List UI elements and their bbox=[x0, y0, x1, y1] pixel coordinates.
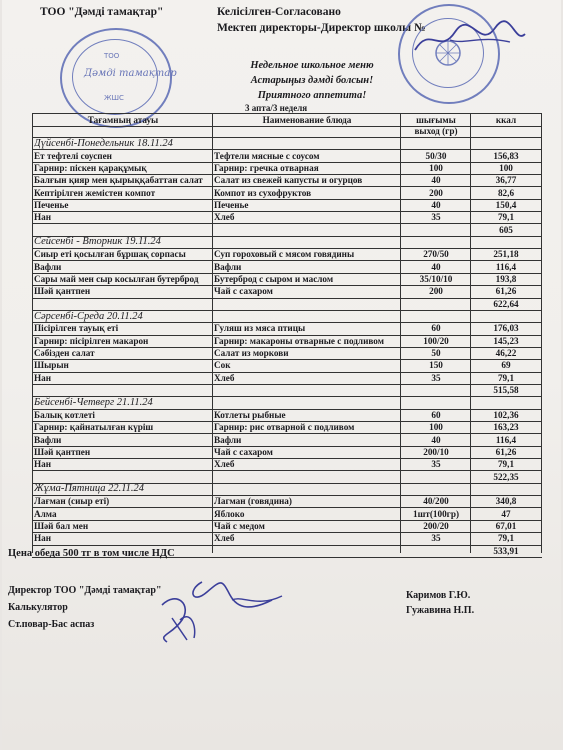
dish-yield: 1шт(100гр) bbox=[412, 508, 460, 519]
dish-name-ru: Котлеты рыбные bbox=[214, 409, 286, 420]
dish-name-kz: Шәй қантпен bbox=[34, 286, 91, 297]
table-row bbox=[32, 186, 542, 199]
col-kcal-header: ккал bbox=[495, 115, 517, 125]
day-label: Бейсенбі-Четверг 21.11.24 bbox=[34, 397, 153, 409]
col-kz-name-header: Тағамның атауы bbox=[87, 115, 159, 125]
total-row bbox=[32, 298, 542, 311]
handwritten-signatures-icon bbox=[142, 570, 292, 650]
dish-kcal: 79,1 bbox=[497, 459, 515, 470]
table-row bbox=[32, 372, 542, 385]
signature-role-calculator: Калькулятор bbox=[8, 602, 68, 613]
dish-yield: 50/30 bbox=[425, 150, 447, 161]
menu-title-1: Недельное школьное меню bbox=[250, 60, 374, 71]
dish-kcal: 67,01 bbox=[495, 521, 517, 532]
dish-yield: 60 bbox=[431, 323, 441, 334]
director-signature-icon bbox=[410, 20, 530, 60]
total-row bbox=[32, 384, 542, 397]
dish-name-ru: Вафли bbox=[214, 261, 242, 272]
table-row bbox=[32, 520, 542, 533]
dish-yield: 60 bbox=[431, 409, 441, 420]
table-row bbox=[32, 322, 542, 335]
dish-name-kz: Сиыр еті қосылған бұршақ сорпасы bbox=[34, 249, 186, 260]
col-yield-header: шығымы bbox=[416, 115, 456, 125]
day-label: Дүйсенбі-Понедельник 18.11.24 bbox=[34, 137, 173, 149]
day-label: Сейсенбі - Вторник 19.11.24 bbox=[34, 236, 161, 248]
dish-kcal: 145,23 bbox=[493, 335, 519, 346]
dish-kcal: 36,77 bbox=[495, 175, 517, 186]
dish-yield: 40 bbox=[431, 199, 441, 210]
stamp-bottom-text: ЖШС bbox=[104, 94, 124, 102]
dish-name-kz: Вафли bbox=[34, 261, 62, 272]
table-row bbox=[32, 433, 542, 446]
dish-name-ru: Гарнир: рис отварной с подливом bbox=[214, 422, 355, 433]
dish-name-kz: Гарнир: пісірілген макарон bbox=[34, 335, 149, 346]
dish-name-ru: Лагман (говядина) bbox=[214, 496, 292, 507]
dish-yield: 35/10/10 bbox=[419, 274, 453, 285]
stamp-small-text: ТОО bbox=[104, 52, 120, 60]
dish-yield: 100 bbox=[429, 422, 443, 433]
dish-name-ru: Хлеб bbox=[214, 212, 235, 223]
dish-kcal: 156,83 bbox=[493, 150, 519, 161]
week-label: 3 апта/3 неделя bbox=[245, 103, 308, 113]
day-total-kcal: 522,35 bbox=[493, 471, 519, 482]
dish-name-kz: Вафли bbox=[34, 434, 62, 445]
table-row bbox=[32, 285, 542, 298]
dish-name-kz: Балық котлеті bbox=[34, 409, 95, 420]
dish-name-kz: Сары май мен сыр косылған бутерброд bbox=[34, 274, 199, 285]
dish-name-kz: Сәбізден салат bbox=[34, 348, 95, 359]
dish-kcal: 79,1 bbox=[497, 372, 515, 383]
dish-yield: 200 bbox=[429, 187, 443, 198]
col-ru-name-header: Наименование блюда bbox=[262, 115, 352, 125]
dish-name-ru: Гуляш из мяса птицы bbox=[214, 323, 306, 334]
dish-yield: 35 bbox=[431, 533, 441, 544]
menu-title-3: Приятного аппетита! bbox=[257, 90, 367, 101]
dish-kcal: 46,22 bbox=[495, 348, 517, 359]
dish-name-kz: Гарнир: піскен қарақұмық bbox=[34, 162, 147, 173]
table-row bbox=[32, 335, 542, 348]
dish-name-kz: Ет тефтелі соуспен bbox=[34, 150, 112, 161]
dish-kcal: 79,1 bbox=[497, 212, 515, 223]
dish-name-kz: Печенье bbox=[34, 199, 69, 210]
day-row bbox=[32, 236, 542, 249]
dish-name-ru: Бутерброд с сыром и маслом bbox=[214, 274, 334, 285]
dish-kcal: 82,6 bbox=[497, 187, 515, 198]
dish-yield: 200/20 bbox=[423, 521, 449, 532]
dish-kcal: 340,8 bbox=[495, 496, 517, 507]
dish-yield: 40 bbox=[431, 175, 441, 186]
table-row bbox=[32, 261, 542, 274]
day-total-kcal: 515,58 bbox=[493, 385, 519, 396]
table-row bbox=[32, 458, 542, 471]
signature-role-chef: Ст.повар-Бас аспаз bbox=[8, 619, 95, 630]
dish-name-kz: Гарнир: қайнатылған күріш bbox=[34, 422, 154, 433]
dish-name-ru: Чай с медом bbox=[214, 521, 265, 532]
agreed-label: Келісілген-Согласовано bbox=[217, 6, 341, 18]
dish-name-kz: Нан bbox=[34, 212, 52, 223]
dish-name-ru: Печенье bbox=[214, 199, 249, 210]
dish-kcal: 116,4 bbox=[495, 434, 517, 445]
day-total-kcal: 622,64 bbox=[493, 298, 519, 309]
dish-name-kz: Шәй бал мен bbox=[34, 521, 89, 532]
menu-title-2: Астарыңыз дәмді болсын! bbox=[250, 75, 374, 86]
dish-name-kz: Кептірілген жемістен компот bbox=[34, 187, 156, 198]
organization-name: ТОО "Дәмді тамақтар" bbox=[40, 6, 164, 18]
dish-name-kz: Алма bbox=[34, 508, 57, 519]
table-row bbox=[32, 273, 542, 286]
dish-yield: 270/50 bbox=[423, 249, 449, 260]
dish-kcal: 61,26 bbox=[495, 446, 517, 457]
director-label: Мектеп директоры-Директор школы № bbox=[217, 22, 426, 34]
dish-name-kz: Нан bbox=[34, 533, 52, 544]
dish-name-kz: Нан bbox=[34, 372, 52, 383]
dish-yield: 35 bbox=[431, 212, 441, 223]
dish-name-ru: Гарнир: гречка отварная bbox=[214, 162, 319, 173]
day-label: Жұма-Пятница 22.11.24 bbox=[34, 483, 145, 495]
dish-kcal: 150,4 bbox=[495, 199, 517, 210]
dish-name-ru: Компот из сухофруктов bbox=[214, 187, 312, 198]
dish-name-ru: Сок bbox=[214, 360, 231, 371]
dish-kcal: 79,1 bbox=[497, 533, 515, 544]
dish-kcal: 251,18 bbox=[493, 249, 519, 260]
col-yield-unit-header: выход (гр) bbox=[414, 126, 458, 136]
dish-yield: 40/200 bbox=[423, 496, 449, 507]
dish-name-kz: Пісірілген тауық еті bbox=[34, 323, 119, 334]
dish-yield: 200/10 bbox=[423, 446, 449, 457]
day-row bbox=[32, 137, 542, 150]
table-row bbox=[32, 248, 542, 261]
day-total-kcal: 533,91 bbox=[493, 545, 519, 556]
dish-yield: 100/20 bbox=[423, 335, 449, 346]
day-row bbox=[32, 310, 542, 323]
dish-yield: 40 bbox=[431, 434, 441, 445]
table-row bbox=[32, 199, 542, 212]
table-row bbox=[32, 347, 542, 360]
signature-name-calculator: Гужавина Н.П. bbox=[406, 605, 475, 616]
dish-kcal: 193,8 bbox=[495, 274, 517, 285]
dish-yield: 35 bbox=[431, 459, 441, 470]
dish-yield: 100 bbox=[429, 162, 443, 173]
table-row bbox=[32, 359, 542, 372]
dish-name-kz: Лағман (сиыр еті) bbox=[34, 496, 110, 507]
dish-kcal: 69 bbox=[501, 360, 511, 371]
dish-yield: 50 bbox=[431, 348, 441, 359]
dish-yield: 150 bbox=[429, 360, 443, 371]
dish-name-ru: Яблоко bbox=[214, 508, 245, 519]
dish-name-ru: Салат из свежей капусты и огурцов bbox=[214, 175, 363, 186]
table-row bbox=[32, 409, 542, 422]
dish-name-ru: Суп гороховый с мясом говядины bbox=[214, 249, 355, 260]
dish-kcal: 116,4 bbox=[495, 261, 517, 272]
signature-name-director: Каримов Г.Ю. bbox=[406, 590, 471, 601]
dish-yield: 35 bbox=[431, 372, 441, 383]
dish-name-ru: Гарнир: макароны отварные с подливом bbox=[214, 335, 384, 346]
dish-kcal: 176,03 bbox=[493, 323, 519, 334]
dish-name-kz: Шырын bbox=[34, 360, 69, 371]
dish-name-kz: Нан bbox=[34, 459, 52, 470]
dish-kcal: 100 bbox=[499, 162, 513, 173]
dish-name-ru: Салат из моркови bbox=[214, 348, 289, 359]
dish-yield: 200 bbox=[429, 286, 443, 297]
stamp-main-text: Дәмді тамақтар bbox=[84, 68, 177, 79]
dish-name-ru: Тефтели мясные с соусом bbox=[214, 150, 320, 161]
dish-name-kz: Балғын қияр мен қырыққабаттан салат bbox=[34, 175, 203, 186]
dish-yield: 40 bbox=[431, 261, 441, 272]
table-row bbox=[32, 211, 542, 224]
dish-name-ru: Вафли bbox=[214, 434, 242, 445]
total-row bbox=[32, 223, 542, 236]
day-row bbox=[32, 396, 542, 409]
table-row bbox=[32, 446, 542, 459]
total-row bbox=[32, 470, 542, 483]
signature-role-director: Директор ТОО "Дәмді тамақтар" bbox=[8, 585, 162, 596]
dish-kcal: 61,26 bbox=[495, 286, 517, 297]
table-row bbox=[32, 174, 542, 187]
day-total-kcal: 605 bbox=[499, 224, 513, 235]
lunch-price: Цена обеда 500 тг в том числе НДС bbox=[8, 548, 175, 559]
dish-kcal: 47 bbox=[501, 508, 511, 519]
dish-name-ru: Хлеб bbox=[214, 459, 235, 470]
table-row bbox=[32, 149, 542, 162]
dish-name-ru: Хлеб bbox=[214, 372, 235, 383]
table-row bbox=[32, 508, 542, 521]
dish-name-kz: Шәй қантпен bbox=[34, 446, 91, 457]
menu-document bbox=[2, 0, 561, 750]
dish-kcal: 102,36 bbox=[493, 409, 519, 420]
dish-name-ru: Чай с сахаром bbox=[214, 286, 273, 297]
table-row bbox=[32, 532, 542, 545]
dish-name-ru: Чай с сахаром bbox=[214, 446, 273, 457]
dish-kcal: 163,23 bbox=[493, 422, 519, 433]
table-row bbox=[32, 421, 542, 434]
day-row bbox=[32, 483, 542, 496]
table-row bbox=[32, 495, 542, 508]
day-label: Сәрсенбі-Среда 20.11.24 bbox=[34, 310, 143, 322]
table-row bbox=[32, 162, 542, 175]
dish-name-ru: Хлеб bbox=[214, 533, 235, 544]
